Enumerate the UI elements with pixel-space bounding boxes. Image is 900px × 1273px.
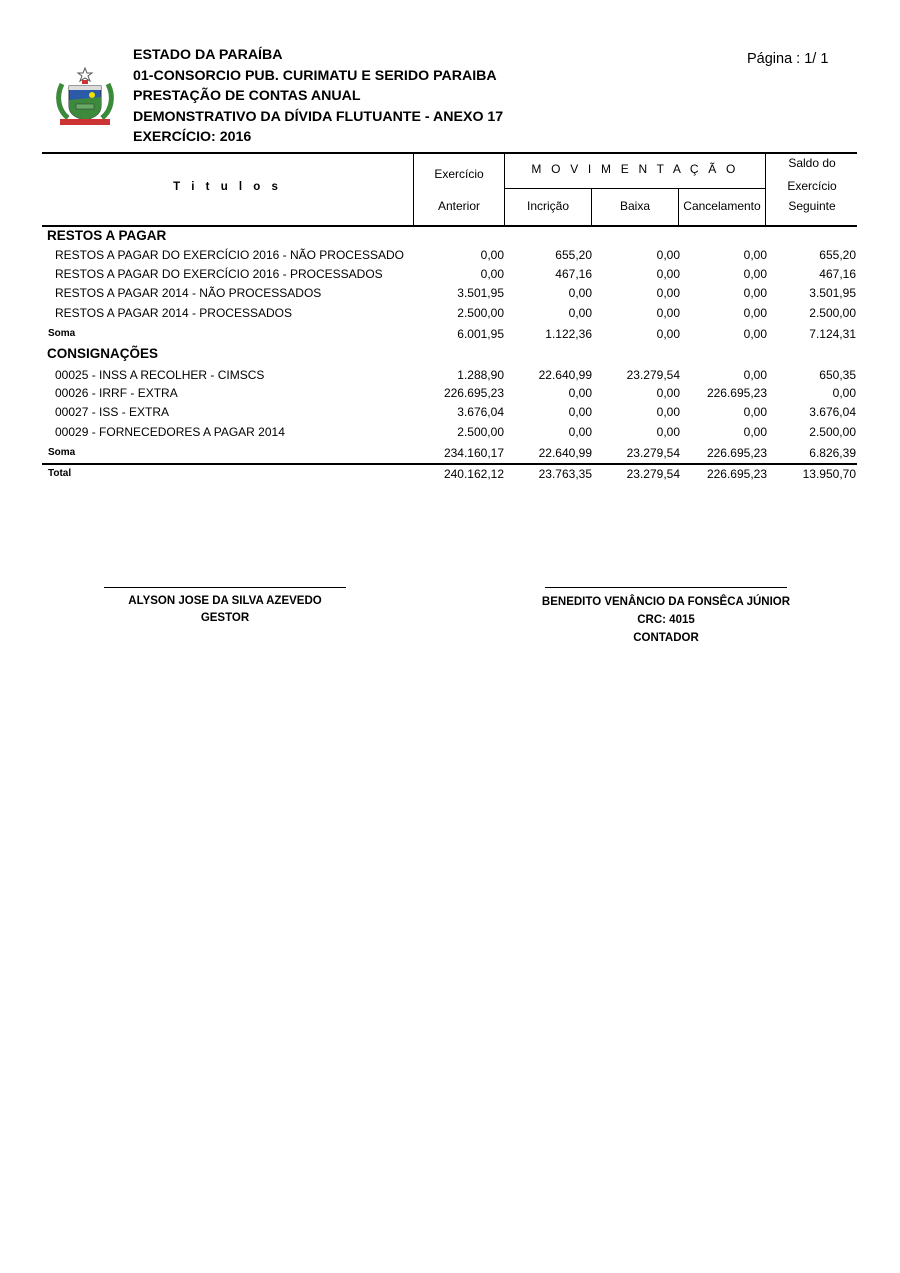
report-type: PRESTAÇÃO DE CONTAS ANUAL (133, 88, 361, 104)
cell-baixa: 0,00 (656, 267, 680, 281)
header-saldo-2: Exercício (787, 179, 837, 193)
state-name: ESTADO DA PARAÍBA (133, 47, 283, 63)
table-row (0, 286, 900, 305)
cell-incricao: 467,16 (555, 267, 592, 281)
cell-anterior: 0,00 (480, 248, 504, 262)
entity-name: 01-CONSORCIO PUB. CURIMATU E SERIDO PARAIBA (133, 67, 497, 84)
fiscal-year: EXERCÍCIO: 2016 (133, 129, 252, 145)
sum-anterior: 234.160,17 (443, 446, 504, 460)
cell-saldo: 467,16 (819, 267, 856, 281)
cell-saldo: 650,35 (819, 368, 856, 382)
page-number (747, 51, 828, 67)
coat-of-arms-icon (54, 66, 116, 128)
cell-cancelamento: 0,00 (743, 405, 767, 419)
sum-cancelamento: 226.695,23 (706, 446, 767, 460)
table-row (0, 267, 900, 286)
cell-baixa: 0,00 (656, 306, 680, 320)
signatory-name: BENEDITO VENÂNCIO DA FONSÊCA JÚNIOR (541, 596, 791, 608)
total-anterior: 240.162,12 (443, 467, 504, 481)
total-baixa: 23.279,54 (626, 467, 680, 481)
table-row (0, 386, 900, 405)
cell-anterior: 1.288,90 (457, 368, 504, 382)
cell-cancelamento: 0,00 (743, 286, 767, 300)
sum-anterior: 6.001,95 (457, 327, 504, 341)
cell-saldo: 0,00 (832, 386, 856, 400)
total-row (0, 467, 900, 486)
header-exercicio: Exercício (434, 167, 484, 181)
total-cancelamento: 226.695,23 (706, 467, 767, 481)
header-baixa: Baixa (619, 199, 651, 213)
header-saldo-3: Seguinte (788, 199, 836, 213)
cell-cancelamento: 0,00 (743, 306, 767, 320)
sum-cancelamento: 0,00 (743, 327, 767, 341)
signatory-name: ALYSON JOSE DA SILVA AZEVEDO (128, 595, 322, 607)
cell-cancelamento: 226.695,23 (706, 386, 767, 400)
header-movimentacao: M O V I M E N T A Ç Ã O (531, 162, 739, 176)
cell-incricao: 655,20 (555, 248, 592, 262)
col-divider-titulos (413, 154, 414, 225)
header-incricao: Incrição (526, 199, 570, 213)
sum-incricao: 1.122,36 (545, 327, 592, 341)
signatory-role: CONTADOR (633, 632, 699, 644)
cell-incricao: 22.640,99 (538, 368, 592, 382)
cell-incricao: 0,00 (568, 425, 592, 439)
total-saldo: 13.950,70 (802, 467, 856, 481)
cell-anterior: 0,00 (480, 267, 504, 281)
header-anterior: Anterior (437, 199, 481, 213)
table-row (0, 248, 900, 267)
cell-baixa: 0,00 (656, 248, 680, 262)
header-saldo-1: Saldo do (788, 156, 836, 170)
sum-saldo: 7.124,31 (809, 327, 856, 341)
cell-baixa: 0,00 (656, 405, 680, 419)
cell-baixa: 23.279,54 (626, 368, 680, 382)
row-label: RESTOS A PAGAR 2014 - PROCESSADOS (55, 306, 292, 320)
cell-cancelamento: 0,00 (743, 267, 767, 281)
sum-saldo: 6.826,39 (809, 446, 856, 460)
cell-anterior: 3.676,04 (457, 405, 504, 419)
cell-anterior: 3.501,95 (457, 286, 504, 300)
row-label: 00025 - INSS A RECOLHER - CIMSCS (55, 368, 265, 382)
cell-incricao: 0,00 (568, 286, 592, 300)
report-title-block (133, 45, 503, 148)
cell-incricao: 0,00 (568, 405, 592, 419)
table-row (0, 425, 900, 444)
signature-line-right (545, 587, 787, 588)
cell-cancelamento: 0,00 (743, 425, 767, 439)
row-label: 00029 - FORNECEDORES A PAGAR 2014 (55, 425, 285, 439)
cell-incricao: 0,00 (568, 386, 592, 400)
table-top-rule (42, 152, 857, 154)
cell-anterior: 2.500,00 (457, 425, 504, 439)
cell-saldo: 3.676,04 (809, 405, 856, 419)
row-label: 00027 - ISS - EXTRA (55, 405, 170, 419)
report-title: DEMONSTRATIVO DA DÍVIDA FLUTUANTE - ANEXO 17 (133, 108, 504, 125)
signatory-role: GESTOR (200, 612, 250, 624)
table-row (0, 405, 900, 424)
total-rule (42, 463, 857, 465)
table-header-bottom-rule (42, 225, 857, 227)
row-label: 00026 - IRRF - EXTRA (55, 386, 178, 400)
cell-incricao: 0,00 (568, 306, 592, 320)
cell-anterior: 2.500,00 (457, 306, 504, 320)
sum-baixa: 0,00 (656, 327, 680, 341)
signature-left (75, 593, 375, 627)
sum-baixa: 23.279,54 (626, 446, 680, 460)
table-row (0, 368, 900, 387)
signatory-crc: CRC: 4015 (637, 614, 695, 626)
cell-saldo: 2.500,00 (809, 425, 856, 439)
sum-label: Soma (48, 328, 76, 339)
signature-line-left (104, 587, 346, 588)
page-number-label: Página : 1/ 1 (747, 51, 829, 67)
cell-cancelamento: 0,00 (743, 248, 767, 262)
cell-cancelamento: 0,00 (743, 368, 767, 382)
cell-baixa: 0,00 (656, 286, 680, 300)
cell-baixa: 0,00 (656, 425, 680, 439)
sum-label: Soma (48, 447, 76, 458)
cell-saldo: 3.501,95 (809, 286, 856, 300)
signature-right (506, 593, 826, 647)
row-label: RESTOS A PAGAR DO EXERCÍCIO 2016 - NÃO PROCESSADO (55, 248, 404, 262)
section-title-consignacoes: CONSIGNAÇÕES (47, 346, 159, 361)
table-row (0, 306, 900, 325)
total-incricao: 23.763,35 (538, 467, 592, 481)
row-label: RESTOS A PAGAR DO EXERCÍCIO 2016 - PROCESSADOS (55, 267, 383, 281)
cell-saldo: 2.500,00 (809, 306, 856, 320)
cell-anterior: 226.695,23 (443, 386, 504, 400)
sum-row (0, 327, 900, 346)
cell-saldo: 655,20 (819, 248, 856, 262)
sum-incricao: 22.640,99 (538, 446, 592, 460)
row-label: RESTOS A PAGAR 2014 - NÃO PROCESSADOS (55, 286, 322, 300)
movimentacao-divider (504, 188, 766, 189)
header-titulos: T i t u l o s (173, 181, 282, 193)
section-title-restos-a-pagar: RESTOS A PAGAR (47, 228, 167, 243)
cell-baixa: 0,00 (656, 386, 680, 400)
total-label: Total (48, 468, 72, 479)
header-cancelamento: Cancelamento (683, 199, 761, 213)
